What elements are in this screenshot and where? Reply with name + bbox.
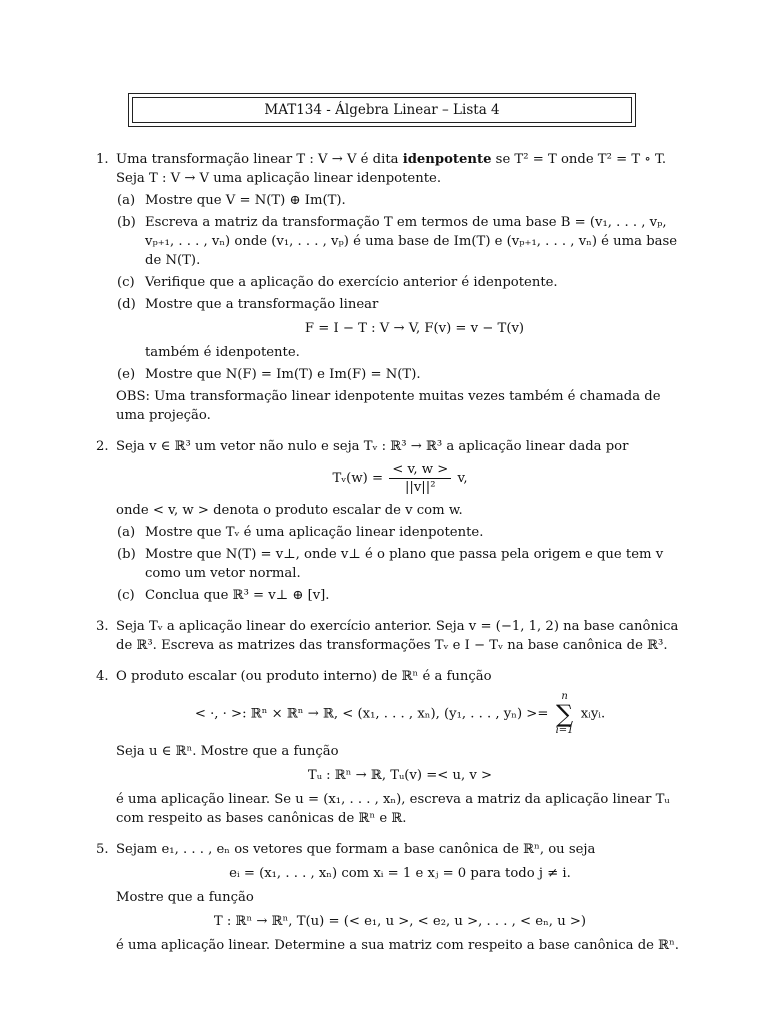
problem-3 xyxy=(96,617,684,655)
problem-2 xyxy=(96,437,684,605)
sum-upper-limit: n xyxy=(561,691,568,702)
summation xyxy=(556,691,574,737)
display-formula xyxy=(116,691,684,737)
problem-text: é uma aplicação linear. Determine a sua matriz com respeito a base canônica de ℝⁿ. xyxy=(116,938,679,953)
problem-text: Seja u ∈ ℝⁿ. Mostre que a função xyxy=(116,744,339,759)
display-formula: eᵢ = (x₁, . . . , xₙ) com xᵢ = 1 e xⱼ = 0 para todo j ≠ i. xyxy=(229,866,571,881)
problem-4 xyxy=(96,667,684,828)
document-title: MAT134 - Álgebra Linear – Lista 4 xyxy=(264,102,500,118)
title-box-inner xyxy=(132,97,632,123)
title-box xyxy=(128,93,636,127)
problem-number: 4. xyxy=(96,669,109,684)
item-b xyxy=(116,213,684,270)
problem-1 xyxy=(96,150,684,425)
item-text: Mostre que Tᵥ é uma aplicação linear idenpotente. xyxy=(145,525,484,540)
item-e xyxy=(116,365,684,384)
item-label: (c) xyxy=(117,588,135,603)
fraction xyxy=(389,461,451,496)
fraction-denominator: ||v||² xyxy=(404,480,436,495)
item-text-after: também é idenpotente. xyxy=(145,345,300,360)
problem-text: é uma aplicação linear. Se u = (x₁, . . . , xₙ), escreva a matriz da aplicação linear Tᵤ com respeito as bases canônicas de ℝⁿ e ℝ. xyxy=(116,792,670,826)
formula-lhs: < ·, · >: ℝⁿ × ℝⁿ → ℝ, < (x₁, . . . , xₙ), (y₁, . . . , yₙ) >= xyxy=(194,706,549,722)
bold-term: idenpotente xyxy=(402,152,492,167)
formula-rhs: v, xyxy=(457,471,468,486)
problem-5 xyxy=(96,840,684,955)
item-label: (d) xyxy=(117,297,136,312)
item-text: Mostre que N(T) = v⊥, onde v⊥ é o plano que passa pela origem e que tem v como um vetor normal. xyxy=(145,547,664,581)
fraction-numerator: < v, w > xyxy=(389,461,451,479)
problem-number: 3. xyxy=(96,619,109,634)
item-d xyxy=(116,295,684,362)
item-label: (c) xyxy=(117,275,135,290)
item-a xyxy=(116,191,684,210)
item-label: (e) xyxy=(117,367,136,382)
obs-note: OBS: Uma transformação linear idenpotente muitas vezes também é chamada de uma projeção. xyxy=(116,389,661,423)
item-text: Mostre que V = N(T) ⊕ Im(T). xyxy=(145,193,346,208)
item-label: (a) xyxy=(117,525,136,540)
intro-text: se T² = T onde T² = T ∘ T. Seja T : V → V uma aplicação linear idenpotente. xyxy=(116,152,667,186)
item-text: Mostre que N(F) = Im(T) e Im(F) = N(T). xyxy=(145,367,421,382)
problem-number: 1. xyxy=(96,152,109,167)
item-b xyxy=(116,545,684,583)
item-text: Escreva a matriz da transformação T em termos de uma base B = (v₁, . . . , vₚ, vₚ₊₁, . . . , vₙ) onde (v₁, . . . , vₚ) é uma base de Im(T) e (vₚ₊₁, . . . , vₙ) é uma base de N(T). xyxy=(145,215,678,268)
item-label: (b) xyxy=(117,215,136,230)
item-c xyxy=(116,273,684,292)
item-text: Mostre que a transformação linear xyxy=(145,297,379,312)
sum-sign: ∑ xyxy=(556,700,574,728)
problem-intro: Sejam e₁, . . . , eₙ os vetores que formam a base canônica de ℝⁿ, ou seja xyxy=(116,842,596,857)
display-formula xyxy=(116,461,684,496)
problem-number: 5. xyxy=(96,842,109,857)
item-text: Verifique que a aplicação do exercício anterior é idenpotente. xyxy=(145,275,558,290)
display-formula: Tᵤ : ℝⁿ → ℝ, Tᵤ(v) =< u, v > xyxy=(307,768,493,783)
display-formula: T : ℝⁿ → ℝⁿ, T(u) = (< e₁, u >, < e₂, u >, . . . , < eₙ, u >) xyxy=(213,914,587,929)
problem-text: Seja Tᵥ a aplicação linear do exercício anterior. Seja v = (−1, 1, 2) na base canônica de ℝ³. Escreva as matrizes das transformações Tᵥ e I − Tᵥ na base canônica de ℝ³. xyxy=(116,619,679,653)
item-label: (b) xyxy=(117,547,136,562)
display-formula: F = I − T : V → V, F(v) = v − T(v) xyxy=(304,321,525,336)
problem-number: 2. xyxy=(96,439,109,454)
problem-intro: O produto escalar (ou produto interno) de ℝⁿ é a função xyxy=(116,669,492,684)
item-text: Conclua que ℝ³ = v⊥ ⊕ [v]. xyxy=(145,588,330,603)
problem-list xyxy=(96,150,684,967)
formula-lhs: Tᵥ(w) = xyxy=(332,471,383,486)
intro-text: Uma transformação linear T : V → V é dita xyxy=(116,152,399,167)
item-label: (a) xyxy=(117,193,136,208)
problem-text: Mostre que a função xyxy=(116,890,254,905)
item-c xyxy=(116,586,684,605)
problem-text: onde < v, w > denota o produto escalar de v com w. xyxy=(116,503,463,518)
item-a xyxy=(116,523,684,542)
formula-rhs: xᵢyᵢ. xyxy=(580,706,606,722)
sum-lower-limit: i=1 xyxy=(555,725,574,736)
problem-intro: Seja v ∈ ℝ³ um vetor não nulo e seja Tᵥ : ℝ³ → ℝ³ a aplicação linear dada por xyxy=(116,439,629,454)
problem-intro xyxy=(116,150,684,188)
